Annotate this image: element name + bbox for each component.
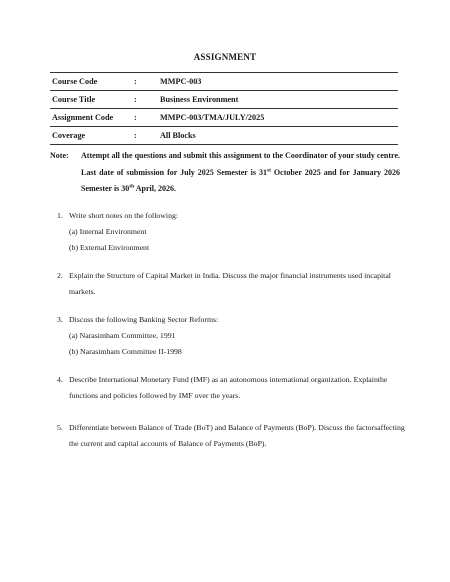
note-lead: Note: <box>50 151 69 160</box>
question-number: 5. <box>57 423 63 432</box>
submission-note <box>50 148 400 198</box>
info-label: Course Title <box>52 95 96 104</box>
note-superscript: th <box>129 183 135 190</box>
question-text: Describe International Monetary Fund (IMF) as an autonomous international organization. Explainthe functions and policies followed by IMF over the years. <box>69 375 388 400</box>
question-4 <box>57 372 405 404</box>
info-value: MMPC-003 <box>160 77 202 86</box>
course-code-row <box>50 73 398 90</box>
page-title: ASSIGNMENT <box>193 52 257 62</box>
question-text: Explain the Structure of Capital Market in India. Discuss the major financial instruments used incapital markets. <box>69 271 391 296</box>
question-text: Discuss the following Banking Sector Reforms: <box>69 315 219 324</box>
subitem: (b) Narasimham Committee II-1998 <box>69 347 182 356</box>
question-number: 4. <box>57 375 63 384</box>
info-value: Business Environment <box>160 95 239 104</box>
info-label: Course Code <box>52 77 98 86</box>
note-text: April, 2026. <box>134 184 176 193</box>
question-3 <box>57 312 405 360</box>
note-text: October 2025 and for January 2026 Semester is 30 <box>81 167 401 193</box>
course-title-row <box>50 90 398 108</box>
info-label: Coverage <box>52 131 86 140</box>
subitem: (a) Narasimham Committee, 1991 <box>69 331 176 340</box>
question-text: Differentiate between Balance of Trade (BoT) and Balance of Payments (BoP). Discuss the factorsaffecting the current and capital accounts of Balance of Payments (BoP). <box>69 423 405 448</box>
question-text: Write short notes on the following: <box>69 211 179 220</box>
question-number: 3. <box>57 315 63 324</box>
note-superscript: st <box>266 166 271 173</box>
question-number: 2. <box>57 271 63 280</box>
question-1 <box>57 208 405 256</box>
info-colon: : <box>134 131 137 140</box>
assignment-code-row <box>50 108 398 126</box>
note-text: Attempt all the questions and submit this assignment to the Coordinator of your study centre. Last date of submission for July 2025 Semester is 31 <box>81 151 400 177</box>
note-body <box>81 148 400 198</box>
course-info-table <box>50 72 398 145</box>
question-2 <box>57 268 405 300</box>
question-5 <box>57 420 405 452</box>
subitem: (a) Internal Environment <box>69 227 147 236</box>
question-number: 1. <box>57 211 63 220</box>
question-subitems <box>69 328 405 360</box>
info-colon: : <box>134 77 137 86</box>
subitem: (b) External Environment <box>69 243 150 252</box>
info-value: All Blocks <box>160 131 196 140</box>
info-colon: : <box>134 95 137 104</box>
info-colon: : <box>134 113 137 122</box>
question-subitems <box>69 224 405 256</box>
coverage-row <box>50 126 398 144</box>
info-label: Assignment Code <box>52 113 114 122</box>
info-value: MMPC-003/TMA/JULY/2025 <box>160 113 265 122</box>
